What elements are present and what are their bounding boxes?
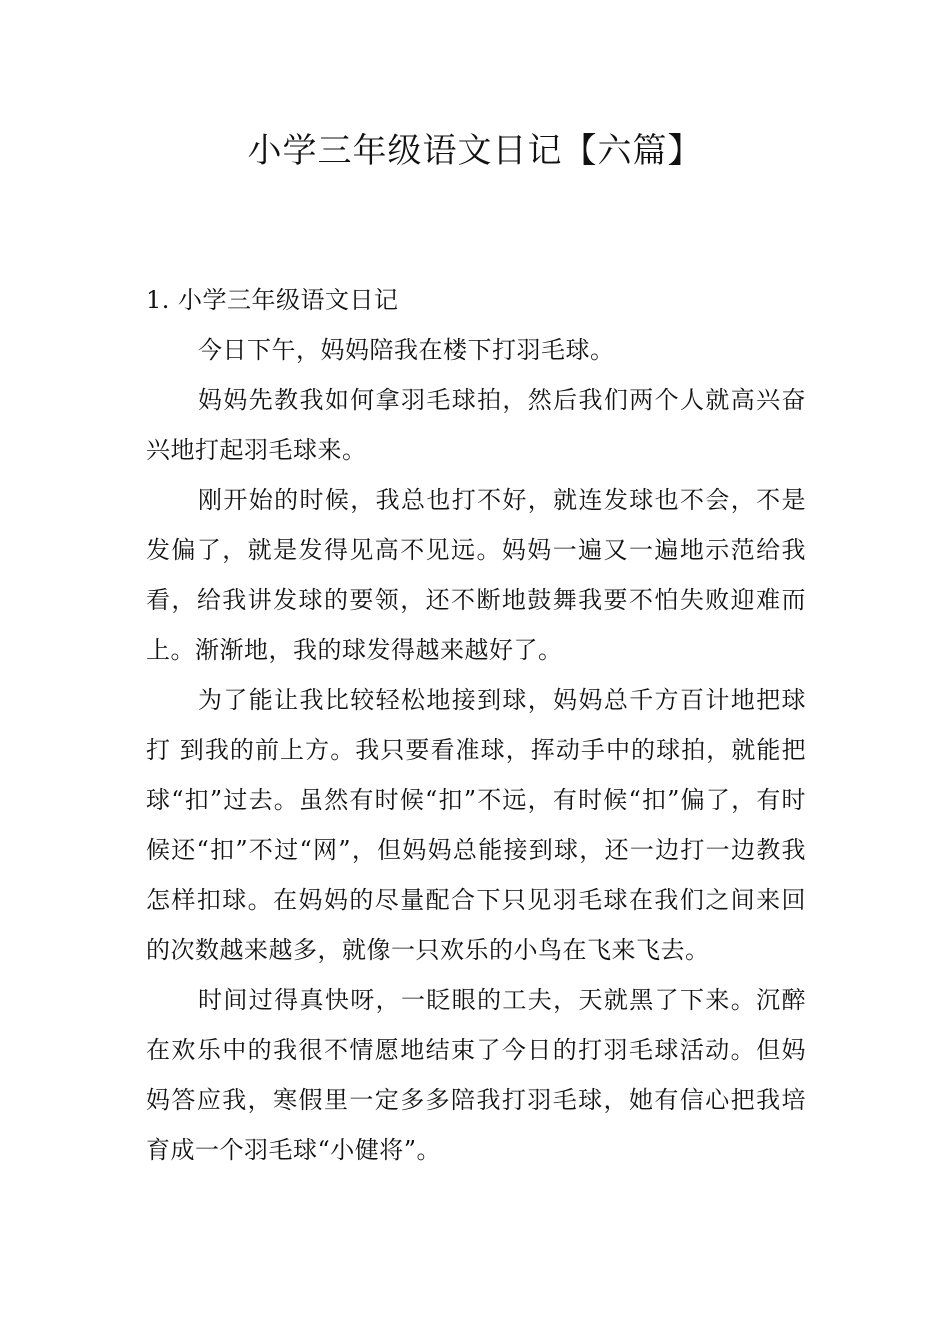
paragraph-1: 今日下午，妈妈陪我在楼下打羽毛球。 — [198, 336, 615, 364]
document-body — [146, 275, 806, 1175]
paragraph-5: 时间过得真快呀，一眨眼的工夫，天就黑了下来。沉醉在欢乐中的我很不情愿地结束了今日的打羽毛球活动。但妈妈答应我，寒假里一定多多陪我打羽毛球，她有信心把我培育成一个羽毛球“小健将”。 — [146, 986, 806, 1164]
paragraph-4: 为了能让我比较轻松地接到球，妈妈总千方百计地把球打 到我的前上方。我只要看准球，挥动手中的球拍，就能把球“扣”过去。虽然有时候“扣”不远，有时候“扣”偏了，有时候还“扣”不过“网”，但妈妈总能接到球，还一边打一边教我怎样扣球。在妈妈的尽量配合下只见羽毛球在我们之间来回的次数越来越多，就像一只欢乐的小鸟在飞来飞去。 — [146, 686, 806, 964]
page-title: 小学三年级语文日记【六篇】 — [247, 131, 703, 171]
paragraph-3: 刚开始的时候，我总也打不好，就连发球也不会，不是发偏了，就是发得见高不见远。妈妈一遍又一遍地示范给我看，给我讲发球的要领，还不断地鼓舞我要不怕失败迎难而上。渐渐地，我的球发得越来越好了。 — [146, 486, 806, 664]
paragraph-2: 妈妈先教我如何拿羽毛球拍，然后我们两个人就高兴奋兴地打起羽毛球来。 — [146, 386, 806, 464]
section-heading: 1. 小学三年级语文日记 — [146, 286, 399, 314]
